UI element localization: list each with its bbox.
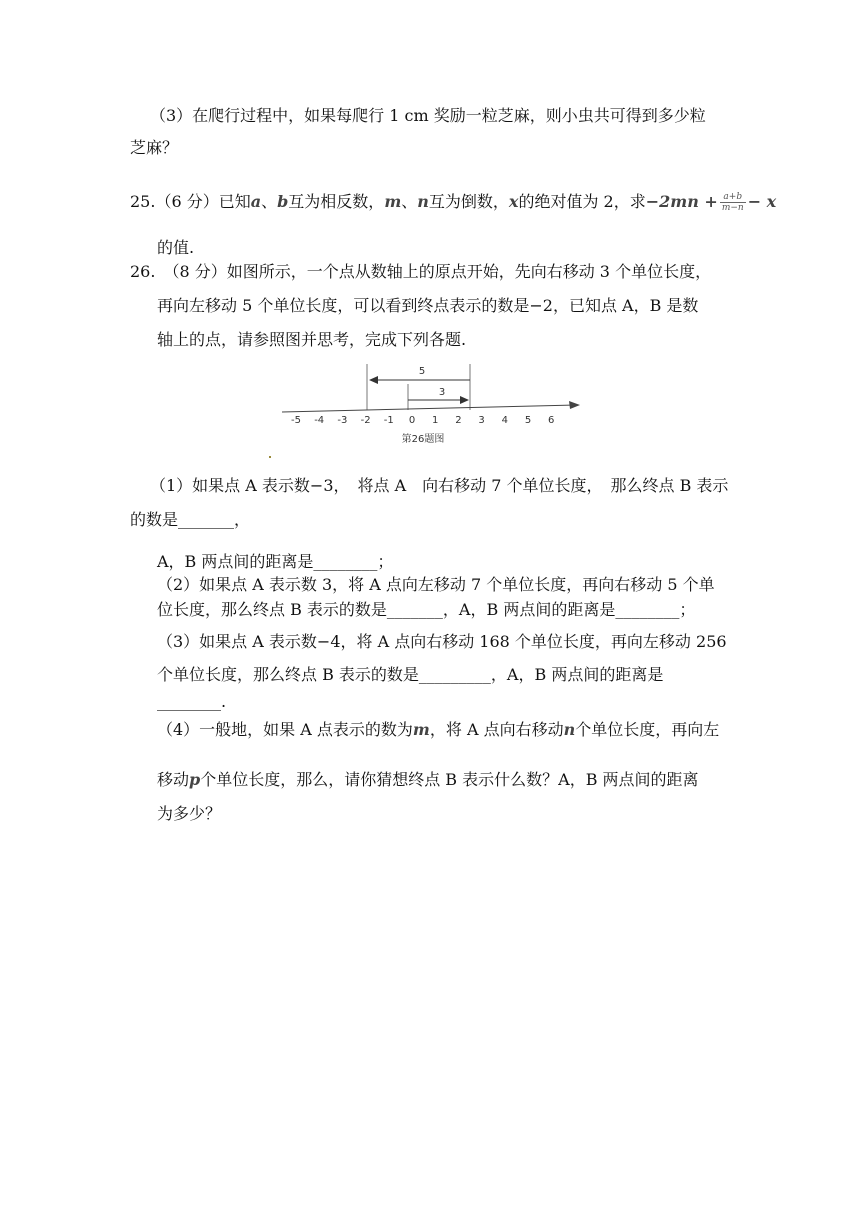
label-5: 5: [418, 366, 426, 377]
q25-frac-num: a+b: [720, 192, 746, 203]
q25-sep2: 、: [401, 192, 418, 211]
q25-var-n: n: [417, 192, 429, 211]
q25-sep1: 、: [261, 192, 278, 211]
q26-p4-line1: [157, 718, 719, 742]
figure-caption: 第26题图: [401, 434, 445, 445]
tick-label: 3: [478, 415, 485, 426]
q25-prefix: 25.（6 分）已知: [130, 192, 251, 211]
tick-labels: [291, 415, 554, 426]
tick-label: -4: [314, 415, 325, 426]
q26-p4-text-b: ，将 A 点向右移动: [429, 720, 564, 739]
arrow-right-head: [460, 396, 469, 404]
q26-p2-line2: 位长度，那么终点 B 表示的数是_______，A，B 两点间的距离是________；: [157, 600, 696, 619]
q26-p1-line2: 的数是_______，: [130, 510, 251, 529]
label-3: 3: [438, 387, 446, 398]
q24-part3-line1: （3）在爬行过程中，如果每爬行 1 cm 奖励一粒芝麻，则小虫共可得到多少粒: [150, 106, 706, 125]
tick-label: 2: [455, 415, 462, 426]
q25-expr-tail: − x: [747, 192, 777, 211]
q26-intro-line2: 再向左移动 5 个单位长度，可以看到终点表示的数是−2，已知点 A，B 是数: [157, 296, 699, 315]
q26-p4-line2: [157, 768, 699, 792]
q25-text1: 互为相反数，: [288, 192, 385, 211]
number-line-figure: [280, 360, 600, 460]
q26-p4-var-p: p: [189, 770, 201, 789]
q26-p1-line3: A，B 两点间的距离是________；: [157, 552, 394, 571]
q26-p2-line1: （2）如果点 A 表示数 3，将 A 点向左移动 7 个单位长度，再向右移动 5 个单: [157, 575, 715, 594]
q26-p4-text-d: 移动: [157, 770, 190, 789]
q26-p3-line2: 个单位长度，那么终点 B 表示的数是_________，A，B 两点间的距离是: [157, 665, 664, 684]
q26-p3-line3: ________.: [157, 692, 227, 711]
q26-intro-line3: 轴上的点，请参照图并思考，完成下列各题.: [157, 330, 467, 349]
q26-p4-text-e: 个单位长度，那么，请你猜想终点 B 表示什么数？A，B 两点间的距离: [200, 770, 699, 789]
q25-var-b: b: [277, 192, 289, 211]
tick-label: 5: [524, 415, 532, 426]
tick-label: 6: [548, 415, 555, 426]
q26-intro-line1: 26. （8 分）如图所示，一个点从数轴上的原点开始，先向右移动 3 个单位长度，: [130, 262, 712, 281]
tick-label: -3: [337, 415, 348, 426]
axis-line: [282, 405, 576, 412]
tick-label: -1: [383, 415, 394, 426]
axis-arrow-head: [569, 401, 580, 409]
tick-label: 4: [501, 415, 508, 426]
q26-p3-line1: （3）如果点 A 表示数−4，将 A 点向右移动 168 个单位长度，再向左移动 256: [157, 632, 727, 651]
q26-p4-line3: 为多少？: [157, 804, 222, 823]
arrow-left-head: [369, 376, 378, 384]
q25-var-a: a: [250, 192, 262, 211]
stray-dot: [269, 456, 271, 458]
q26-p4-var-n: n: [563, 720, 576, 739]
q26-p4-var-m: m: [412, 720, 430, 739]
tick-label: 0: [408, 415, 416, 426]
tick-label: -2: [360, 415, 371, 426]
q26-p4-text-a: （4）一般地，如果 A 点表示的数为: [157, 720, 413, 739]
q24-part3-line2: 芝麻？: [130, 138, 179, 157]
tick-label: -5: [291, 415, 301, 426]
q25-text2: 互为倒数，: [428, 192, 509, 211]
q25-text3: 的绝对值为 2，求: [518, 192, 646, 211]
q26-p4-text-c: 个单位长度，再向左: [575, 720, 720, 739]
q25-frac-den: m−n: [721, 203, 744, 213]
tick-label: 1: [432, 415, 439, 426]
q25-line1: [130, 190, 776, 214]
q25-var-m: m: [384, 192, 402, 211]
q25-line2: 的值.: [157, 238, 195, 257]
q25-fraction: [720, 192, 746, 213]
q26-p1-line1: （1）如果点 A 表示数−3， 将点 A 向右移动 7 个单位长度， 那么终点 B 表示: [150, 476, 729, 495]
q25-var-x: x: [508, 192, 519, 211]
q25-expr-lead: −2mn +: [645, 192, 718, 211]
